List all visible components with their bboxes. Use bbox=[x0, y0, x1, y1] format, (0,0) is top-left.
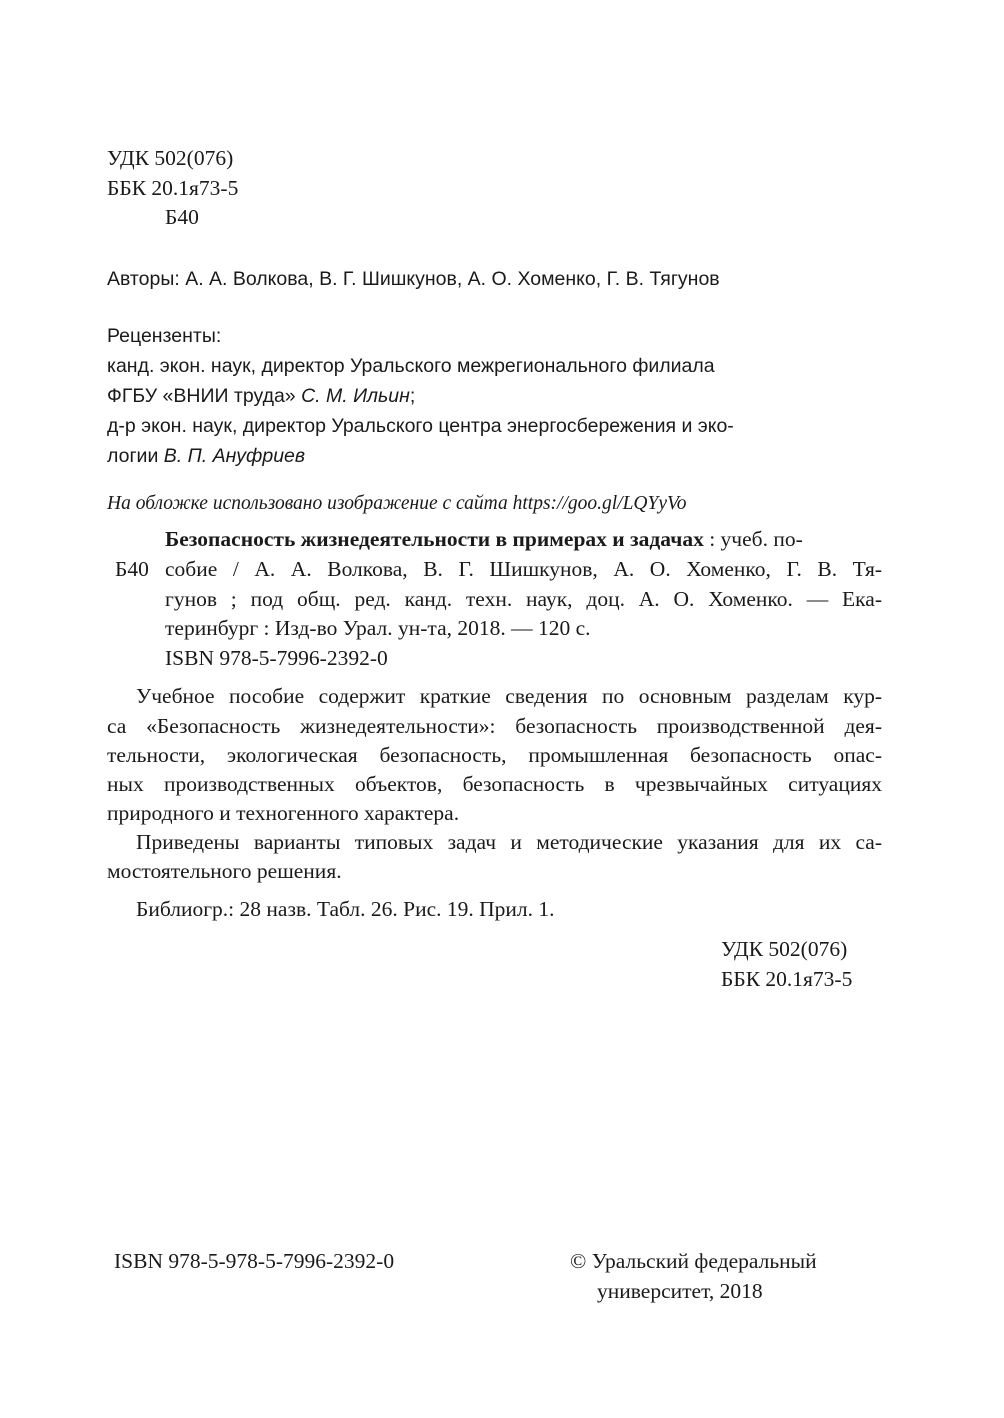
biblio-line-1-rest: : учеб. по- bbox=[703, 527, 803, 551]
authors-line: Авторы: А. А. Волкова, В. Г. Шишкунов, А. О. Хоменко, Г. В. Тягунов bbox=[107, 268, 720, 290]
reviewer-1-line: канд. экон. наук, директор Уральского межрегионального филиала bbox=[107, 355, 715, 377]
annotation-p2-line-1: Приведены варианты типовых задач и методические указания для их са- bbox=[136, 830, 882, 854]
annotation-p2-line-2: мостоятельного решения. bbox=[107, 859, 342, 883]
reviewer-2-org bbox=[107, 442, 305, 471]
footer-bbk-code: ББК 20.1я73-5 bbox=[721, 967, 853, 991]
reviewers-heading: Рецензенты: bbox=[107, 325, 222, 347]
cover-image-note: На обложке использовано изображение с сайта https://goo.gl/LQYyVo bbox=[107, 493, 687, 514]
bbk-code: ББК 20.1я73-5 bbox=[107, 176, 239, 200]
biblio-line-1 bbox=[165, 525, 882, 554]
biblio-line-3: гунов ; под общ. ред. канд. техн. наук, доц. А. О. Хоменко. — Ека- bbox=[165, 587, 882, 611]
reviewer-1-org-text: ФГБУ «ВНИИ труда» bbox=[107, 385, 296, 407]
biblio-code: Б40 bbox=[115, 557, 149, 581]
copyright-line-1: © Уральский федеральный bbox=[570, 1249, 817, 1273]
footer-udk-code: УДК 502(076) bbox=[721, 937, 848, 961]
book-title: Безопасность жизнедеятельности в примерах и задачах bbox=[165, 527, 704, 551]
udk-code: УДК 502(076) bbox=[107, 146, 234, 170]
annotation-p1-line-1: Учебное пособие содержит краткие сведения по основным разделам кур- bbox=[136, 684, 882, 708]
annotation-p1-line-5: природного и техногенного характера. bbox=[107, 801, 460, 825]
reviewer-2-name: В. П. Ануфриев bbox=[163, 445, 306, 467]
reviewer-1-name: С. М. Ильин bbox=[301, 385, 410, 407]
annotation-p1-line-4: ных производственных объектов, безопасность в чрезвычайных ситуациях bbox=[107, 772, 882, 796]
annotation-p1-line-2: са «Безопасность жизнедеятельности»: безопасность производственной дея- bbox=[107, 714, 882, 738]
reviewer-2-line: д-р экон. наук, директор Уральского центра энергосбережения и эко- bbox=[107, 415, 734, 437]
biblio-isbn: ISBN 978-5-7996-2392-0 bbox=[165, 646, 388, 670]
isbn-number: ISBN 978-5-978-5-7996-2392-0 bbox=[114, 1249, 395, 1273]
biblio-line-2: собие / А. А. Волкова, В. Г. Шишкунов, А. О. Хоменко, Г. В. Тя- bbox=[165, 557, 882, 581]
reviewer-1-end: ; bbox=[409, 385, 416, 407]
reviewer-1-org bbox=[107, 382, 415, 411]
annotation-p1-line-3: тельности, экологическая безопасность, промышленная безопасность опас- bbox=[107, 743, 882, 767]
bibliography-counts: Библиогр.: 28 назв. Табл. 26. Рис. 19. Прил. 1. bbox=[136, 897, 555, 921]
author-mark: Б40 bbox=[165, 205, 199, 229]
reviewer-2-org-text: логии bbox=[107, 445, 159, 467]
biblio-line-4: теринбург : Изд-во Урал. ун-та, 2018. — 120 с. bbox=[165, 616, 591, 640]
copyright-line-2: университет, 2018 bbox=[597, 1279, 763, 1303]
